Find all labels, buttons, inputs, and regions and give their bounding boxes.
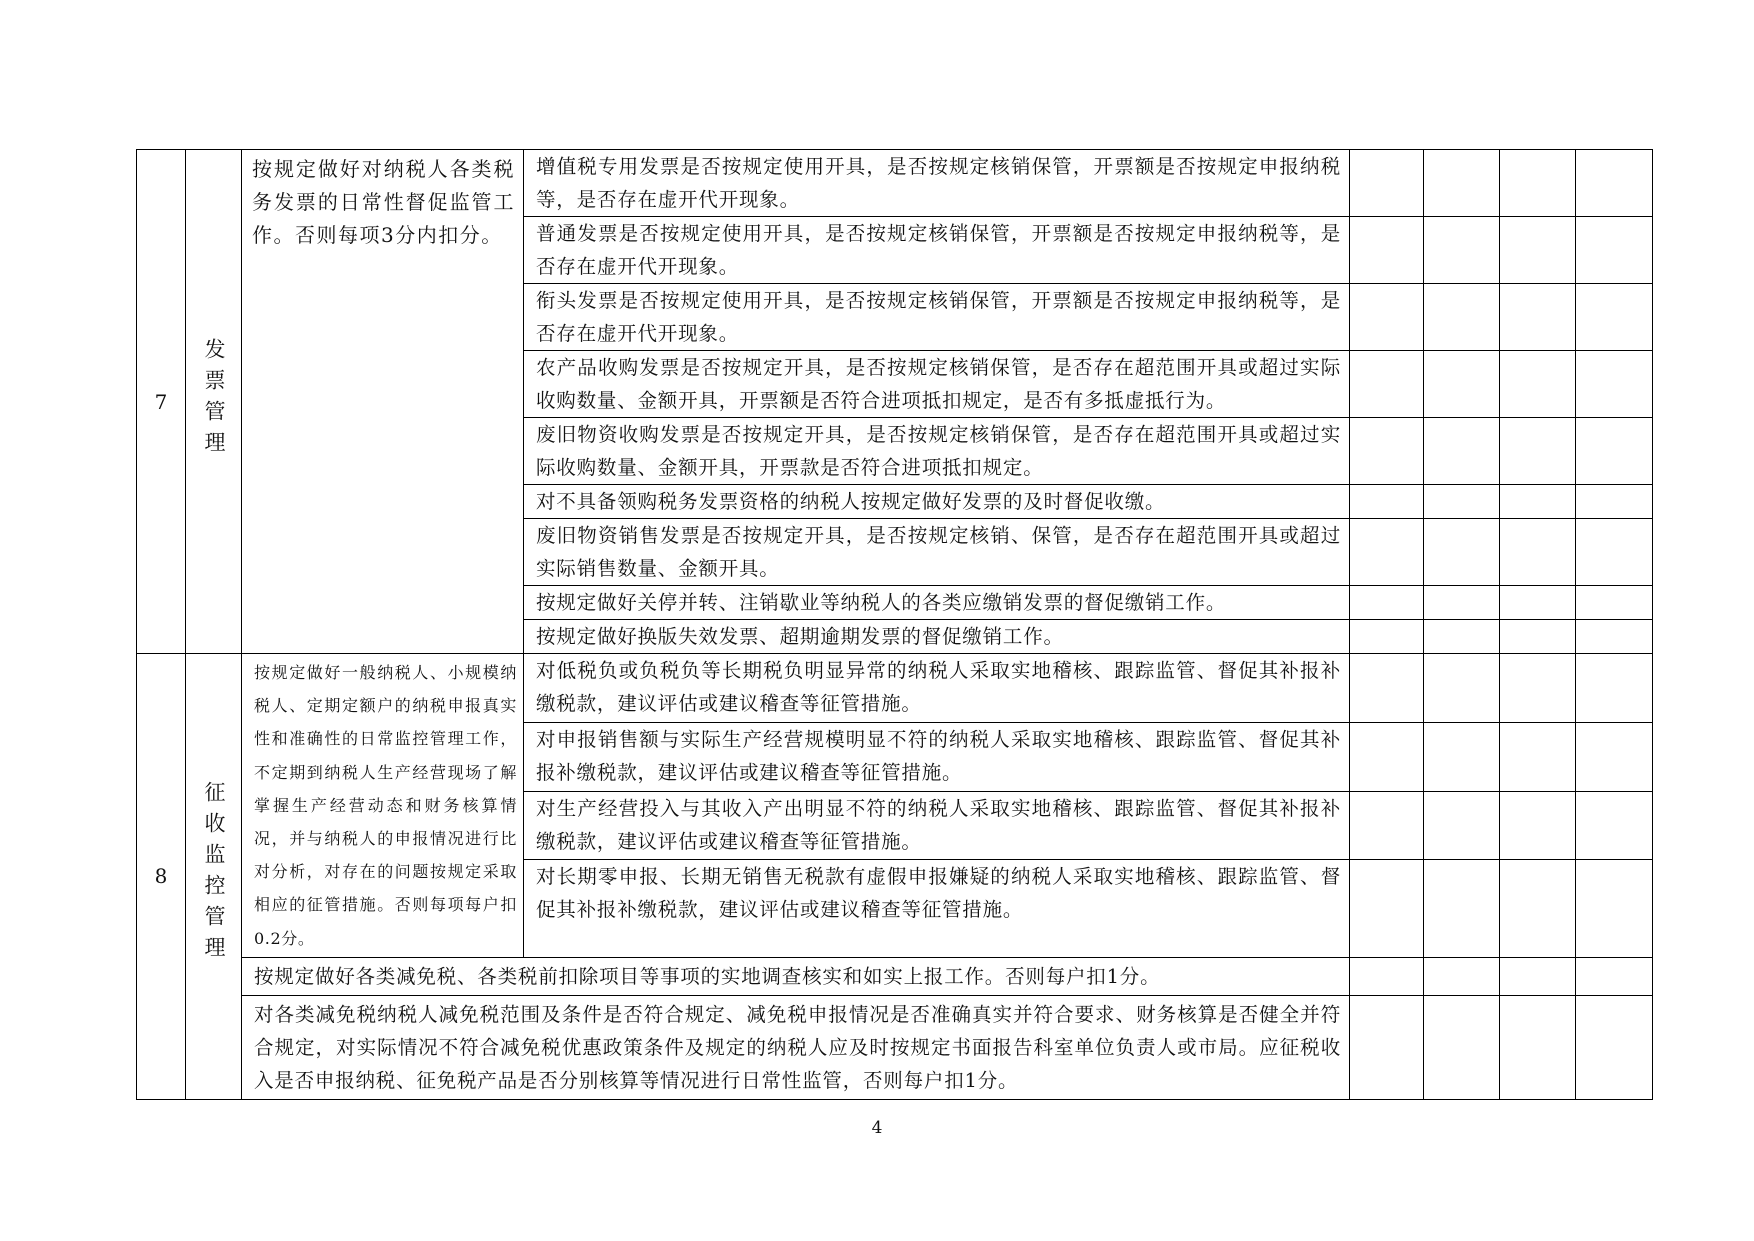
check-item: 废旧物资收购发票是否按规定开具，是否按规定核销保管，是否存在超范围开具或超过实际收购数量、金额开具，开票款是否符合进项抵扣规定。 xyxy=(524,418,1350,485)
scoring-standard: 按规定做好一般纳税人、小规模纳税人、定期定额户的纳税申报真实性和准确性的日常监控管理工作，不定期到纳税人生产经营现场了解掌握生产经营动态和财务核算情况，并与纳税人的申报情况进行比对分析，对存在的问题按规定采取相应的征管措施。否则每项每户扣0.2分。 xyxy=(242,654,524,958)
score-cell xyxy=(1576,284,1653,351)
score-cell xyxy=(1576,860,1653,958)
score-cell xyxy=(1424,418,1500,485)
score-cell xyxy=(1424,620,1500,654)
section-category-cell xyxy=(186,654,242,1100)
score-cell xyxy=(1350,722,1424,791)
score-cell xyxy=(1424,586,1500,620)
score-cell xyxy=(1424,654,1500,723)
scoring-standard: 按规定做好对纳税人各类税务发票的日常性督促监管工作。否则每项3分内扣分。 xyxy=(242,150,524,654)
score-cell xyxy=(1350,995,1424,1099)
score-cell xyxy=(1500,418,1576,485)
table-row xyxy=(137,957,1653,995)
score-cell xyxy=(1424,995,1500,1099)
score-cell xyxy=(1500,654,1576,723)
section-category: 征收监控管理 xyxy=(202,781,226,968)
full-width-item: 对各类减免税纳税人减免税范围及条件是否符合规定、减免税申报情况是否准确真实并符合要求、财务核算是否健全并符合规定，对实际情况不符合减免税优惠政策条件及规定的纳税人应及时按规定书面报告科室单位负责人或市局。应征税收入是否申报纳税、征免税产品是否分别核算等情况进行日常性监管，否则每户扣1分。 xyxy=(242,995,1350,1099)
page-number: 4 xyxy=(871,1118,883,1138)
table-row xyxy=(137,995,1653,1099)
score-cell xyxy=(1576,485,1653,519)
check-item: 废旧物资销售发票是否按规定开具，是否按规定核销、保管，是否存在超范围开具或超过实际销售数量、金额开具。 xyxy=(524,519,1350,586)
score-cell xyxy=(1424,860,1500,958)
score-cell xyxy=(1500,284,1576,351)
score-cell xyxy=(1424,217,1500,284)
check-item: 农产品收购发票是否按规定开具，是否按规定核销保管，是否存在超范围开具或超过实际收购数量、金额开具，开票额是否符合进项抵扣规定，是否有多抵虚抵行为。 xyxy=(524,351,1350,418)
table-row xyxy=(137,150,1653,217)
score-cell xyxy=(1350,654,1424,723)
score-cell xyxy=(1576,957,1653,995)
full-width-item: 按规定做好各类减免税、各类税前扣除项目等事项的实地调查核实和如实上报工作。否则每户扣1分。 xyxy=(242,957,1350,995)
section-number: 8 xyxy=(137,654,186,1100)
check-item: 对申报销售额与实际生产经营规模明显不符的纳税人采取实地稽核、跟踪监管、督促其补报补缴税款，建议评估或建议稽查等征管措施。 xyxy=(524,722,1350,791)
section-number: 7 xyxy=(137,150,186,654)
assessment-table xyxy=(136,149,1653,1100)
score-cell xyxy=(1350,860,1424,958)
score-cell xyxy=(1500,860,1576,958)
score-cell xyxy=(1350,150,1424,217)
score-cell xyxy=(1576,620,1653,654)
score-cell xyxy=(1576,519,1653,586)
check-item: 对低税负或负税负等长期税负明显异常的纳税人采取实地稽核、跟踪监管、督促其补报补缴税款，建议评估或建议稽查等征管措施。 xyxy=(524,654,1350,723)
score-cell xyxy=(1576,722,1653,791)
score-cell xyxy=(1350,586,1424,620)
score-cell xyxy=(1424,519,1500,586)
score-cell xyxy=(1424,284,1500,351)
score-cell xyxy=(1350,957,1424,995)
section-category: 发票管理 xyxy=(202,337,226,462)
score-cell xyxy=(1350,284,1424,351)
check-item: 按规定做好换版失效发票、超期逾期发票的督促缴销工作。 xyxy=(524,620,1350,654)
score-cell xyxy=(1500,995,1576,1099)
score-cell xyxy=(1576,351,1653,418)
check-item: 增值税专用发票是否按规定使用开具，是否按规定核销保管，开票额是否按规定申报纳税等，是否存在虚开代开现象。 xyxy=(524,150,1350,217)
check-item: 对生产经营投入与其收入产出明显不符的纳税人采取实地稽核、跟踪监管、督促其补报补缴税款，建议评估或建议稽查等征管措施。 xyxy=(524,791,1350,860)
check-item: 按规定做好关停并转、注销歇业等纳税人的各类应缴销发票的督促缴销工作。 xyxy=(524,586,1350,620)
score-cell xyxy=(1576,995,1653,1099)
check-item: 衔头发票是否按规定使用开具，是否按规定核销保管，开票额是否按规定申报纳税等，是否存在虚开代开现象。 xyxy=(524,284,1350,351)
score-cell xyxy=(1350,351,1424,418)
score-cell xyxy=(1500,217,1576,284)
score-cell xyxy=(1576,791,1653,860)
score-cell xyxy=(1576,217,1653,284)
score-cell xyxy=(1500,586,1576,620)
table-row xyxy=(137,654,1653,723)
score-cell xyxy=(1576,654,1653,723)
score-cell xyxy=(1424,150,1500,217)
score-cell xyxy=(1424,722,1500,791)
score-cell xyxy=(1576,150,1653,217)
score-cell xyxy=(1500,791,1576,860)
score-cell xyxy=(1350,418,1424,485)
score-cell xyxy=(1424,791,1500,860)
score-cell xyxy=(1576,418,1653,485)
section-category-cell xyxy=(186,150,242,654)
score-cell xyxy=(1350,485,1424,519)
score-cell xyxy=(1576,586,1653,620)
score-cell xyxy=(1424,485,1500,519)
check-item: 对长期零申报、长期无销售无税款有虚假申报嫌疑的纳税人采取实地稽核、跟踪监管、督促其补报补缴税款，建议评估或建议稽查等征管措施。 xyxy=(524,860,1350,958)
check-item: 普通发票是否按规定使用开具，是否按规定核销保管，开票额是否按规定申报纳税等，是否存在虚开代开现象。 xyxy=(524,217,1350,284)
score-cell xyxy=(1500,620,1576,654)
check-item: 对不具备领购税务发票资格的纳税人按规定做好发票的及时督促收缴。 xyxy=(524,485,1350,519)
score-cell xyxy=(1424,351,1500,418)
score-cell xyxy=(1350,620,1424,654)
score-cell xyxy=(1500,957,1576,995)
score-cell xyxy=(1424,957,1500,995)
score-cell xyxy=(1500,485,1576,519)
score-cell xyxy=(1500,722,1576,791)
score-cell xyxy=(1500,351,1576,418)
score-cell xyxy=(1350,519,1424,586)
score-cell xyxy=(1350,791,1424,860)
score-cell xyxy=(1350,217,1424,284)
score-cell xyxy=(1500,150,1576,217)
score-cell xyxy=(1500,519,1576,586)
